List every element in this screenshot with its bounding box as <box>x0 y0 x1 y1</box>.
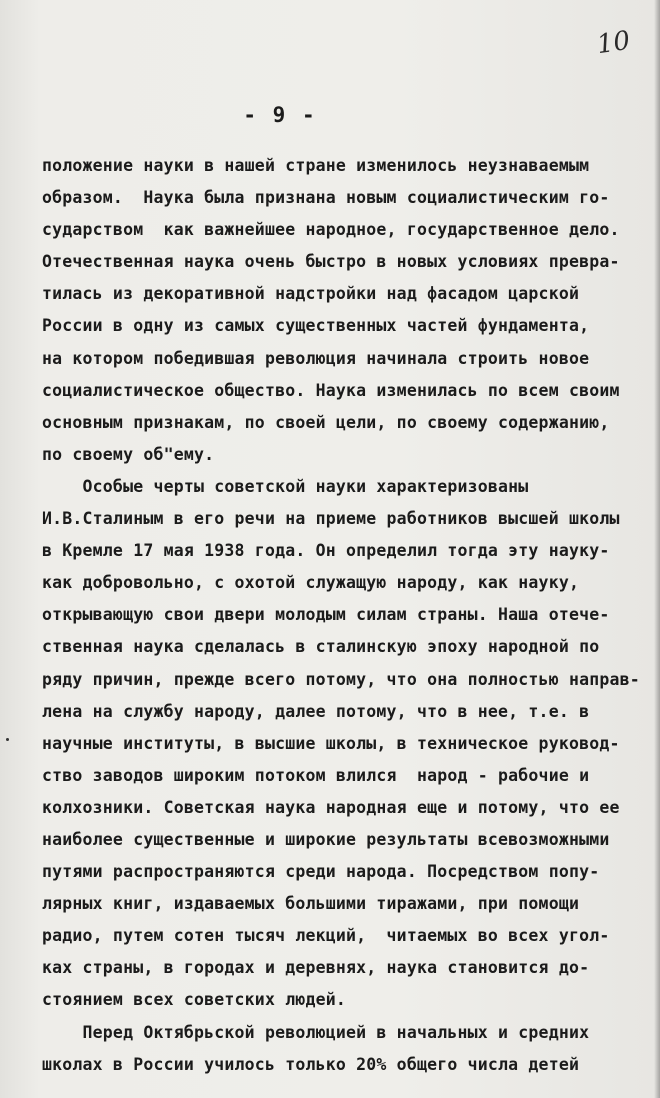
text-line: И.В.Сталиным в его речи на приеме работников высшей школы <box>42 509 620 529</box>
text-line: Отечественная наука очень быстро в новых условиях превра- <box>42 252 620 272</box>
text-line: ряду причин, прежде всего потому, что она полностью направ- <box>42 669 640 689</box>
text-line: сударством как важнейшее народное, государственное дело. <box>42 220 620 240</box>
text-line: социалистическое общество. Наука изменилась по всем своим <box>42 380 620 400</box>
text-line: школах в России училось только 20% общего числа детей <box>42 1054 580 1074</box>
text-line: научные институты, в высшие школы, в техническое руковод- <box>42 733 620 753</box>
text-line: открывающую свои двери молодым силам страны. Наша отече- <box>42 605 610 625</box>
body-text <box>42 150 660 1081</box>
text-line: основным признакам, по своей цели, по своему содержанию, <box>42 412 610 432</box>
text-line: лярных книг, издаваемых большими тиражами, при помощи <box>42 894 580 914</box>
page-number: - 9 - <box>243 103 317 127</box>
text-line: ках страны, в городах и деревнях, наука становится до- <box>42 958 590 978</box>
handwritten-page-number: 10 <box>595 25 633 61</box>
text-line: радио, путем сотен тысяч лекций, читаемых во всех угол- <box>42 926 610 946</box>
text-line: наиболее существенные и широкие результаты всевозможными <box>42 829 610 849</box>
text-line: образом. Наука была признана новым социалистическим го- <box>42 188 610 208</box>
margin-ink-dot <box>6 738 9 741</box>
text-line: путями распространяются среди народа. Посредством попу- <box>42 862 600 882</box>
text-line: стоянием всех советских людей. <box>42 990 347 1010</box>
text-line: по своему об"ему. <box>42 444 215 464</box>
text-line: в Кремле 17 мая 1938 года. Он определил тогда эту науку- <box>42 541 610 561</box>
text-line: России в одну из самых существенных частей фундамента, <box>42 316 590 336</box>
text-line: Перед Октябрьской революцией в начальных и средних <box>42 1022 590 1042</box>
text-line: тилась из декоративной надстройки над фасадом царской <box>42 284 580 304</box>
text-line: колхозники. Советская наука народная еще и потому, что ее <box>42 797 620 817</box>
text-line: лена на службу народу, далее потому, что в нее, т.е. в <box>42 701 590 721</box>
text-line: на котором победившая революция начинала строить новое <box>42 348 590 368</box>
text-line: ственная наука сделалась в сталинскую эпоху народной по <box>42 637 600 657</box>
text-line: Особые черты советской науки характеризованы <box>42 476 529 496</box>
text-line: положение науки в нашей стране изменилось неузнаваемым <box>42 156 590 175</box>
text-line: ство заводов широким потоком влился народ - рабочие и <box>42 765 590 785</box>
text-line: как добровольно, с охотой служащую народу, как науку, <box>42 573 580 593</box>
